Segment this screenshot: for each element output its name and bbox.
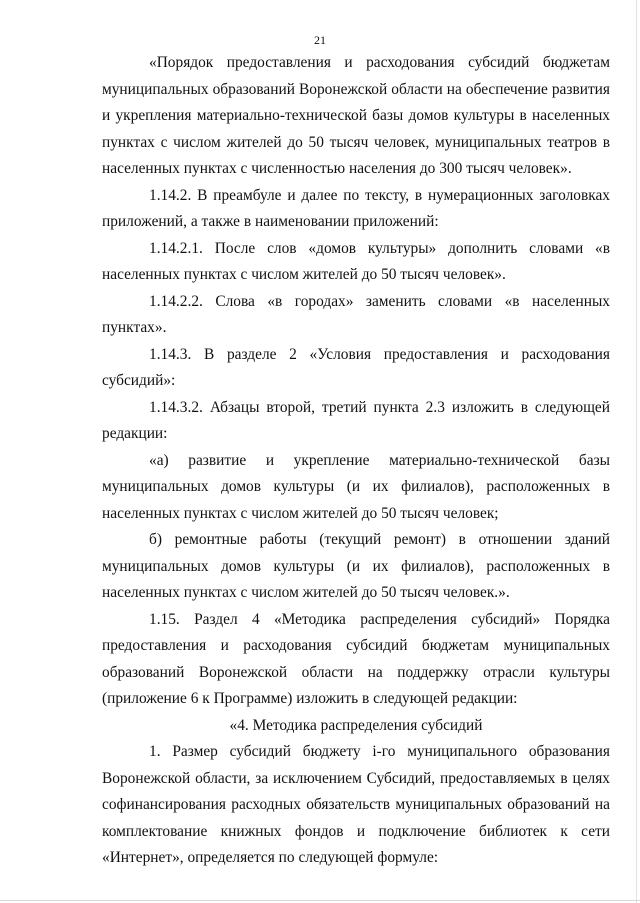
section-heading: «4. Методика распределения субсидий [229, 716, 483, 734]
paragraph-1-14-3: 1.14.3. В разделе 2 «Условия предоставления и расходования субсидий»: [102, 345, 610, 389]
paragraph-1-14-2-1: 1.14.2.1. После слов «домов культуры» дополнить словами «в населенных пунктах с числом жителей до 50 тысяч человек». [102, 239, 610, 283]
paragraph-1-14-3-2: 1.14.3.2. Абзацы второй, третий пункта 2.3 изложить в следующей редакции: [102, 398, 610, 442]
paragraph-item-b: б) ремонтные работы (текущий ремонт) в отношении зданий муниципальных домов культуры (и их филиалов), расположенных в населенных пунктах с числом жителей до 50 тысяч человек.». [102, 531, 610, 601]
page-number: 21 [314, 33, 326, 47]
paragraph-1-15: 1.15. Раздел 4 «Методика распределения субсидий» Порядка предоставления и расходования субсидий бюджетам муниципальных образований Воронежской области на поддержку отрасли культуры (приложение 6 к Программе) изложить в следующей редакции: [102, 610, 610, 707]
paragraph-order-title: «Порядок предоставления и расходования субсидий бюджетам муниципальных образований Воронежской области на обеспечение развития и укрепления материально-технической базы домов культуры в населенных пунктах с числом жителей до 50 тысяч человек, муниципальных театров в населенных пунктах с численностью населения до 300 тысяч человек». [102, 54, 610, 177]
paragraph-method-1: 1. Размер субсидий бюджету i-го муниципального образования Воронежской области, за исключением Субсидий, предоставляемых в целях софинансирования расходных обязательств муниципальных образований на комплектование книжных фондов и подключение библиотек к сети «Интернет», определяется по следующей формуле: [102, 743, 610, 866]
scan-edge-bottom [0, 900, 640, 901]
paragraph-1-14-2: 1.14.2. В преамбуле и далее по тексту, в нумерационных заголовках приложений, а также в наименовании приложений: [102, 186, 610, 230]
paragraph-1-14-2-2: 1.14.2.2. Слова «в городах» заменить словами «в населенных пунктах». [102, 292, 610, 336]
document-body [102, 50, 610, 872]
scan-edge-right [636, 0, 637, 903]
paragraph-item-a: «а) развитие и укрепление материально-технической базы муниципальных домов культуры (и их филиалов), расположенных в населенных пунктах с числом жителей до 50 тысяч человек; [102, 451, 610, 522]
